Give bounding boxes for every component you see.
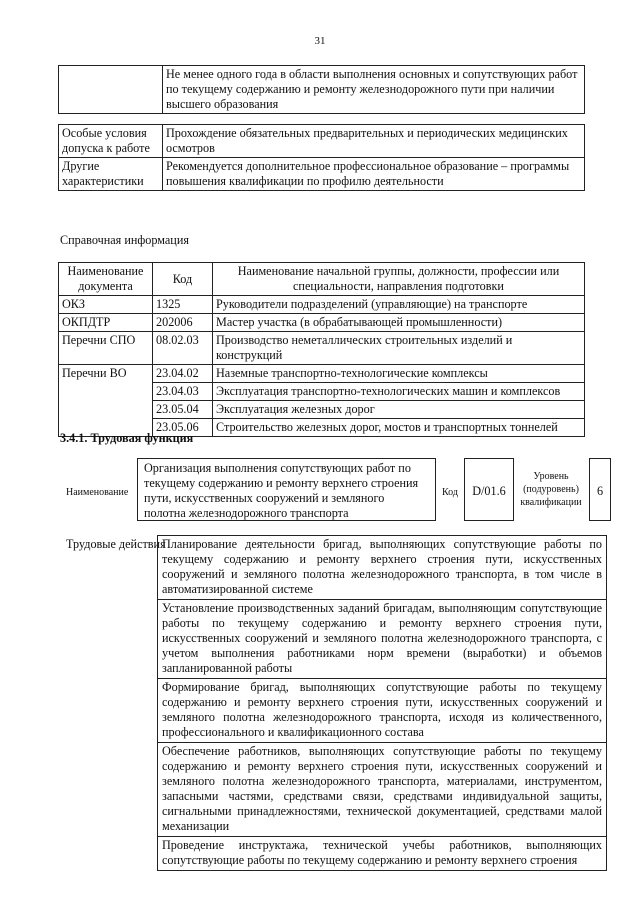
reference-table (58, 262, 585, 437)
header-cell: Наименование документа (59, 263, 153, 296)
function-name-box: Организация выполнения сопутствующих работ по текущему содержанию и ремонту верхнего строения пути, искусственных сооружений и земляного полотна железнодорожного транспорта (137, 458, 436, 521)
table-header-row (59, 263, 585, 296)
education-requirement-text: Не менее одного года в области выполнения основных и сопутствующих работ по текущему содержанию и ремонту железнодорожного пути при наличии высшего образования (163, 66, 585, 114)
empty-cell (59, 66, 163, 114)
doc-cell: ОКПДТР (59, 314, 153, 332)
name-cell: Руководители подразделений (управляющие) на транспорте (213, 296, 585, 314)
table-row (59, 314, 585, 332)
page-number: 31 (314, 35, 326, 47)
labor-actions-label: Трудовые действия (66, 537, 166, 551)
table-row (59, 365, 585, 383)
labor-actions-table (157, 535, 607, 871)
condition-value: Прохождение обязательных предварительных и периодических медицинских осмотров (163, 125, 585, 158)
table-row (59, 332, 585, 365)
name-cell: Эксплуатация транспортно-технологических машин и комплексов (213, 383, 585, 401)
header-cell: Код (153, 263, 213, 296)
condition-label: Другие характеристики (59, 158, 163, 191)
condition-label: Особые условия допуска к работе (59, 125, 163, 158)
conditions-table (58, 124, 585, 191)
reference-heading: Справочная информация (60, 233, 189, 247)
header-cell: Наименование начальной группы, должности, профессии или специальности, направления подготовки (213, 263, 585, 296)
code-cell: 202006 (153, 314, 213, 332)
table-row (59, 296, 585, 314)
name-cell: Производство неметаллических строительных изделий и конструкций (213, 332, 585, 365)
education-table (58, 65, 585, 114)
action-item: Установление производственных заданий бригадам, выполняющим сопутствующие работы по текущему содержанию и ремонту верхнего строения пути, искусственных сооружений и земляного полотна железнодорожного транспорта, с учетом выполнения работниками норм времени (выработки) и объемов запланированной работы (158, 600, 607, 679)
table-row (158, 743, 607, 837)
section-heading: 3.4.1. Трудовая функция (60, 431, 194, 445)
table-row (158, 679, 607, 743)
action-item: Формирование бригад, выполняющих сопутствующие работы по текущему содержанию и ремонту верхнего строения пути, искусственных сооружений и земляного полотна железнодорожного транспорта, исходя из количественного, профессионального и квалификационного состава (158, 679, 607, 743)
doc-cell: Перечни ВО (59, 365, 153, 437)
doc-cell: ОКЗ (59, 296, 153, 314)
table-row (158, 600, 607, 679)
function-code-label: Код (442, 487, 458, 498)
function-name-label: Наименование (66, 487, 129, 498)
name-cell: Строительство железных дорог, мостов и транспортных тоннелей (213, 419, 585, 437)
table-row (59, 158, 585, 191)
action-item: Обеспечение работников, выполняющих сопутствующие работы по текущему содержанию и ремонту верхнего строения пути, искусственных сооружений и земляного полотна железнодорожного транспорта, материалами, инструментом, запасными частями, средствами связи, средствами индивидуальной защиты, сигнальными принадлежностями, технической документацией, средствами малой механизации (158, 743, 607, 837)
code-cell: 23.04.02 (153, 365, 213, 383)
code-cell: 08.02.03 (153, 332, 213, 365)
table-row (59, 125, 585, 158)
qualification-level-label: Уровень (подуровень) квалификации (520, 471, 582, 508)
table-row (158, 536, 607, 600)
name-cell: Эксплуатация железных дорог (213, 401, 585, 419)
table-row (59, 66, 585, 114)
code-cell: 23.05.04 (153, 401, 213, 419)
qualification-level-box: 6 (589, 458, 611, 521)
name-cell: Наземные транспортно-технологические комплексы (213, 365, 585, 383)
table-row (158, 837, 607, 871)
code-cell: 23.04.03 (153, 383, 213, 401)
doc-cell: Перечни СПО (59, 332, 153, 365)
code-cell: 1325 (153, 296, 213, 314)
action-item: Проведение инструктажа, технической учебы работников, выполняющих сопутствующие работы по текущему содержанию и ремонту верхнего строения (158, 837, 607, 871)
condition-value: Рекомендуется дополнительное профессиональное образование – программы повышения квалификации по профилю деятельности (163, 158, 585, 191)
code-cell: 23.05.06 (153, 419, 213, 437)
name-cell: Мастер участка (в обрабатывающей промышленности) (213, 314, 585, 332)
function-code-box: D/01.6 (464, 458, 514, 521)
action-item: Планирование деятельности бригад, выполняющих сопутствующие работы по текущему содержанию и ремонту верхнего строения пути, искусственных сооружений и земляного полотна железнодорожного транспорта, в том числе в автоматизированной системе (158, 536, 607, 600)
